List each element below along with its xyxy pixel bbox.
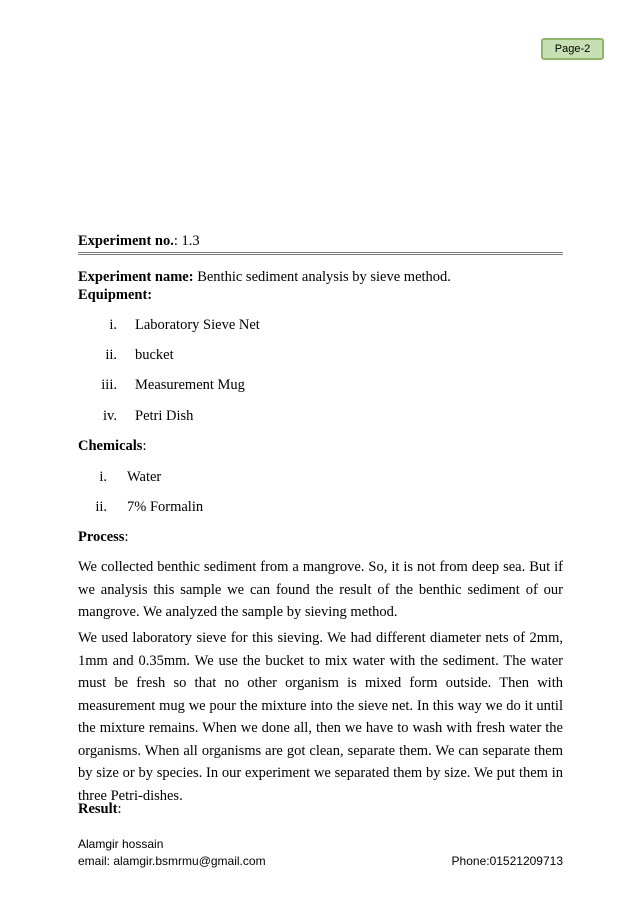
footer-contact (78, 853, 563, 870)
chemicals-label: Chemicals (78, 438, 143, 454)
experiment-number-value: : 1.3 (173, 233, 200, 249)
process-colon: : (124, 529, 129, 545)
page-number-badge: Page-2 (541, 38, 604, 60)
result-heading (78, 800, 563, 818)
result-label: Result (78, 801, 118, 817)
process-paragraph-1: We collected benthic sediment from a mangrove. So, it is not from deep sea. But if we analysis this sample we can found the result of the benthic sediment of our mangrove. We analyzed the sample by sieving method. (78, 559, 563, 620)
result-colon: : (117, 801, 122, 817)
list-item: 7% Formalin (127, 499, 204, 515)
list-item-number: iii. (101, 377, 117, 393)
process-paragraph-2: We used laboratory sieve for this sieving. We had different diameter nets of 2mm, 1mm and 0.35mm. We use the bucket to mix water with the sediment. The water must be fresh so that no other organism is mixed form outside. Then with measurement mug we pour the mixture into the sieve net. In this way we do it until the mixture remains. When we done all, then we have to wash with fresh water the organisms. When all organisms are got clean, separate them. We can separate them by size or by species. In our experiment we separated them by size. We put them in three Petri-dishes. (78, 630, 563, 804)
list-item: Measurement Mug (135, 377, 245, 393)
experiment-number (78, 232, 200, 250)
chemicals-heading (78, 437, 563, 455)
process-heading (78, 528, 563, 546)
list-item: Petri Dish (135, 408, 194, 424)
process-label: Process (78, 529, 125, 545)
list-item-number: ii. (105, 347, 117, 363)
list-item-number: ii. (95, 499, 107, 515)
list-item: Laboratory Sieve Net (135, 317, 260, 333)
list-item-number: i. (99, 469, 107, 485)
list-item: bucket (135, 347, 174, 363)
footer-email: email: alamgir.bsmrmu@gmail.com (78, 854, 266, 868)
experiment-name-value: Benthic sediment analysis by sieve method. (193, 269, 451, 285)
heading-divider (78, 252, 563, 255)
footer-phone: Phone:01521209713 (451, 854, 563, 868)
list-item-number: i. (109, 317, 117, 333)
list-item-number: iv. (103, 408, 117, 424)
experiment-number-label: Experiment no. (78, 233, 174, 249)
experiment-name (78, 268, 563, 286)
list-item: Water (127, 469, 162, 485)
experiment-name-label: Experiment name: (78, 269, 194, 285)
chemicals-colon: : (142, 438, 147, 454)
footer-author: Alamgir hossain (78, 837, 164, 851)
equipment-heading (78, 286, 563, 304)
equipment-label: Equipment: (78, 287, 153, 303)
